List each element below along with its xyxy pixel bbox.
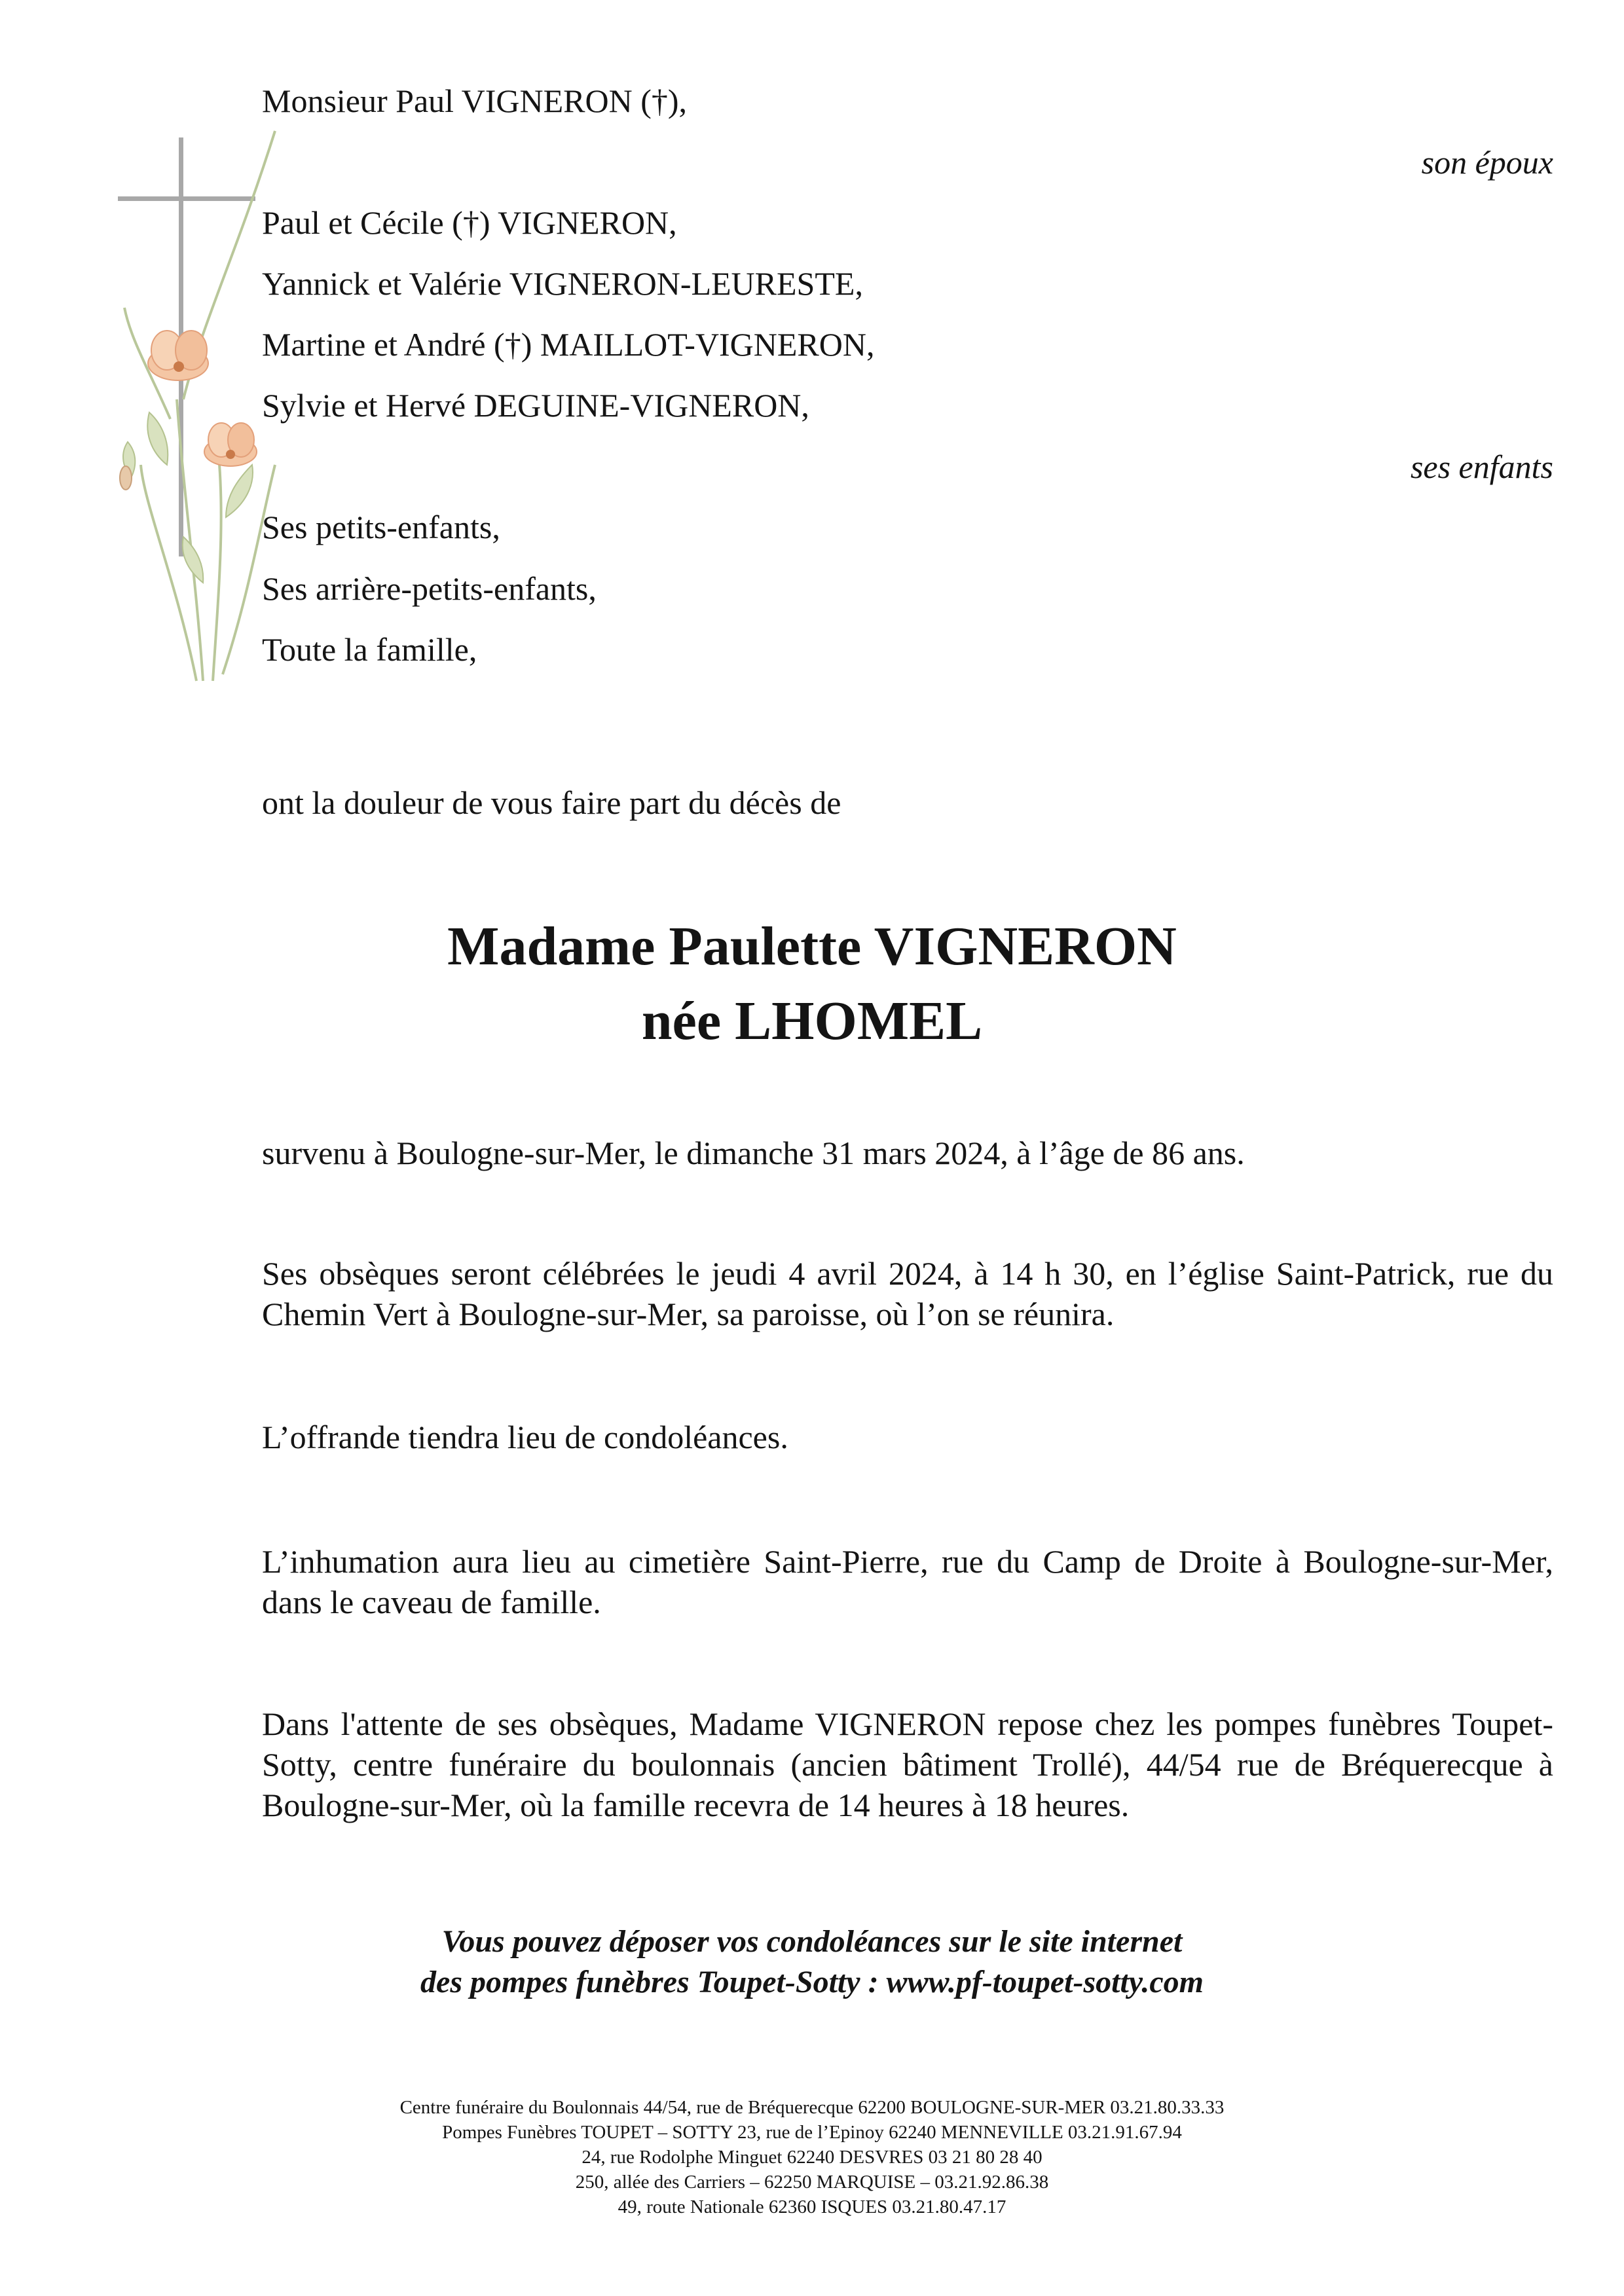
poppy-flower-icon	[148, 331, 208, 380]
spouse-line: Monsieur Paul VIGNERON (†),	[262, 82, 688, 119]
child-line: Paul et Cécile (†) VIGNERON,	[262, 204, 677, 241]
flower-bud-icon	[120, 466, 132, 490]
offering-notice: L’offrande tiendra lieu de condoléances.	[262, 1419, 788, 1455]
deceased-birth-name: née LHOMEL	[641, 991, 983, 1051]
child-line: Martine et André (†) MAILLOT-VIGNERON,	[262, 326, 875, 363]
footer-line: 250, allée des Carriers – 62250 MARQUISE – 03.21.92.86.38	[575, 2172, 1049, 2193]
repose-details: Dans l'attente de ses obsèques, Madame VIGNERON repose chez les pompes funèbres Toupet-Sotty, centre funéraire du boulonnais (ancien bâtiment Trollé), 44/54 rue de Bréquerecque à Boulogne-sur-Mer, où la famille recevra de 14 heures à 18 heures.	[262, 1705, 1553, 1823]
announcement-text: ont la douleur de vous faire part du décès de	[262, 784, 841, 821]
burial-details: L’inhumation aura lieu au cimetière Saint-Pierre, rue du Camp de Droite à Boulogne-sur-Mer, dans le caveau de famille.	[262, 1543, 1553, 1620]
funeral-home-footer	[0, 2095, 1624, 2219]
family-line: Toute la famille,	[262, 631, 477, 668]
funeral-details: Ses obsèques seront célébrées le jeudi 4 avril 2024, à 14 h 30, en l’église Saint-Patrick, rue du Chemin Vert à Boulogne-sur-Mer, sa paroisse, où l’on se réunira.	[262, 1255, 1553, 1332]
footer-line: Centre funéraire du Boulonnais 44/54, rue de Bréquerecque 62200 BOULOGNE-SUR-MER 03.21.80.33.33	[399, 2097, 1225, 2118]
deceased-name: Madame Paulette VIGNERON	[447, 916, 1177, 977]
flower-stems	[124, 131, 275, 681]
spouse-role: son époux	[1421, 144, 1553, 181]
footer-line: 24, rue Rodolphe Minguet 62240 DESVRES 03 21 80 28 40	[581, 2147, 1043, 2168]
family-line: Ses arrière-petits-enfants,	[262, 570, 597, 607]
condolences-website-notice: Vous pouvez déposer vos condoléances sur le site internet	[441, 1924, 1183, 1959]
child-line: Yannick et Valérie VIGNERON-LEURESTE,	[262, 265, 863, 302]
family-line: Ses petits-enfants,	[262, 509, 500, 545]
condolences-website-link[interactable]: des pompes funèbres Toupet-Sotty : www.pf-toupet-sotty.com	[420, 1965, 1204, 1999]
poppy-flower-icon	[204, 423, 257, 466]
footer-line: Pompes Funèbres TOUPET – SOTTY 23, rue de l’Epinoy 62240 MENNEVILLE 03.21.91.67.94	[442, 2122, 1182, 2143]
child-line: Sylvie et Hervé DEGUINE-VIGNERON,	[262, 387, 809, 424]
footer-line: 49, route Nationale 62360 ISQUES 03.21.80.47.17	[618, 2196, 1006, 2217]
death-notice: survenu à Boulogne-sur-Mer, le dimanche 31 mars 2024, à l’âge de 86 ans.	[262, 1135, 1245, 1171]
children-role: ses enfants	[1410, 448, 1553, 485]
